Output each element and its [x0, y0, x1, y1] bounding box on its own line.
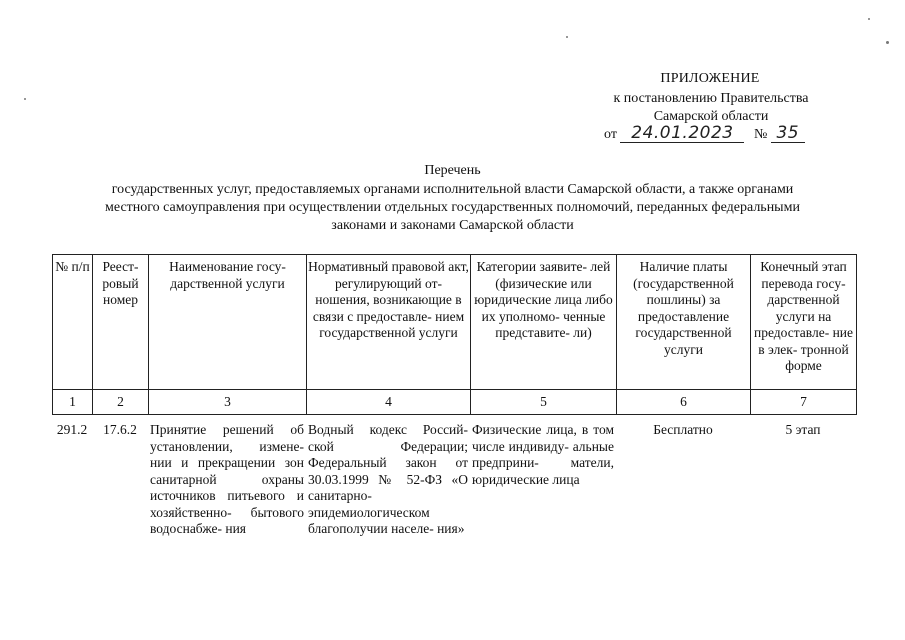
column-number: 5 — [471, 390, 617, 415]
date-prefix: от — [604, 127, 617, 142]
handwritten-date: 24.01.2023 — [620, 124, 744, 143]
services-table-header — [52, 254, 857, 415]
document-subtitle-line-2: местного самоуправления при осуществлении отдельных государственных полномочий, переданных федеральными — [105, 200, 800, 215]
document-subtitle-line-1: государственных услуг, предоставляемых органами исполнительной власти Самарской области, а также органами — [111, 182, 794, 197]
header-cell-applicants: Категории заявите- лей (физические или юридические лица либо их уполномо- ченные представите- ли) — [471, 255, 617, 390]
appendix-line-2: Самарской области — [653, 109, 769, 124]
column-number: 6 — [617, 390, 751, 415]
header-cell-final-stage: Конечный этап перевода госу- дарственной услуги на предоставле- ние в элек- тронной форме — [751, 255, 857, 390]
header-cell-legal-act: Нормативный правовой акт, регулирующий от- ношения, возникающие в связи с предоставле- нием государственной услуги — [307, 255, 471, 390]
services-table-body — [52, 422, 856, 538]
column-number: 4 — [307, 390, 471, 415]
appendix-line-1: к постановлению Правительства — [613, 91, 809, 106]
header-cell-num: № п/п — [53, 255, 93, 390]
column-number: 3 — [149, 390, 307, 415]
row-num: 291.2 — [56, 422, 88, 437]
row-service-name: Принятие решений об установлении, измене- нии и прекращении зон санитарной охраны источников питьевого и хозяйственно- бытового водоснабже- ния — [150, 422, 304, 536]
document-subtitle-line-3: законами и законами Самарской области — [331, 218, 574, 233]
header-cell-registry: Реест- ровый номер — [93, 255, 149, 390]
scan-speck — [566, 36, 568, 38]
number-prefix: № — [753, 127, 768, 142]
scan-speck — [24, 98, 26, 100]
row-applicants: Физические лица, в том числе индивиду- альные предприни- матели, юридические лица — [472, 422, 614, 487]
scan-speck — [886, 41, 889, 44]
row-final-stage: 5 этап — [785, 422, 821, 437]
appendix-date-row — [604, 124, 834, 143]
row-legal-act: Водный кодекс Россий- ской Федерации; Федеральный закон от 30.03.1999 № 52-ФЗ «О санитарно- эпидемиологическом благополучии населе- ния» — [308, 422, 468, 536]
column-number: 2 — [93, 390, 149, 415]
header-cell-fee: Наличие платы (государственной пошлины) за предоставление государственной услуги — [617, 255, 751, 390]
document-title: Перечень — [424, 163, 481, 178]
column-number: 1 — [53, 390, 93, 415]
row-fee: Бесплатно — [653, 422, 713, 437]
handwritten-number: 35 — [771, 124, 805, 143]
appendix-title: ПРИЛОЖЕНИЕ — [660, 71, 760, 86]
row-registry: 17.6.2 — [103, 422, 137, 437]
table-row — [52, 422, 856, 538]
column-number: 7 — [751, 390, 857, 415]
scan-speck — [868, 18, 870, 20]
header-cell-service-name: Наименование госу- дарственной услуги — [149, 255, 307, 390]
